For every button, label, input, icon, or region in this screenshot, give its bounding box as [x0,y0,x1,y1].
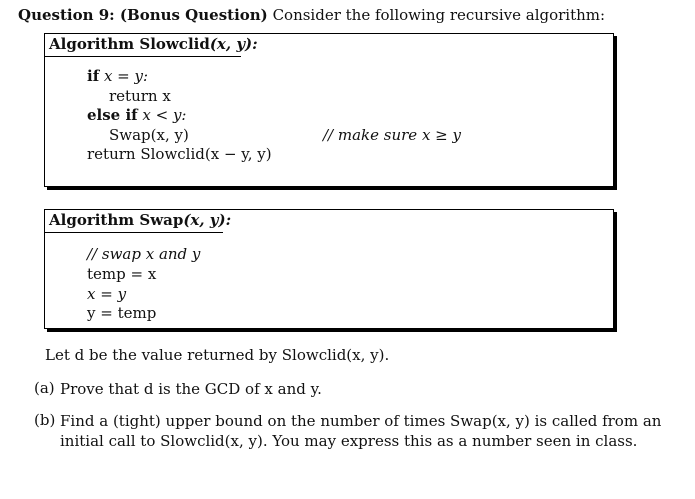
slowclid-line-else-if-rest: x < y: [142,106,187,124]
slowclid-line-return-x [109,87,171,105]
slowclid-line-swap-text: Swap(x, y) [109,126,189,144]
slowclid-line-else-if-kw: else if [87,106,138,124]
slowclid-line-if-rest: x = y: [103,67,149,85]
swap-header [49,211,231,229]
slowclid-header-args: (x, y): [209,35,258,53]
swap-header-args: (x, y): [183,211,232,229]
question-label: Question 9: (Bonus Question) [18,6,268,24]
slowclid-algorithm-box [44,33,614,187]
item-a-label: (a) [34,379,55,397]
swap-line-temp: temp = x [87,265,157,283]
swap-comment: // swap x and y [87,245,201,263]
slowclid-line-if [87,67,148,85]
item-a-text: Prove that d is the GCD of x and y. [60,380,322,398]
intro-paragraph: Let d be the value returned by Slowclid(x, y). [45,346,390,364]
slowclid-line-swap [109,126,189,144]
slowclid-line-else-if [87,106,186,124]
slowclid-comment: // make sure x ≥ y [323,126,461,144]
slowclid-header-label: Algorithm Slowclid [49,35,210,53]
item-b-label: (b) [34,411,56,429]
question-title [18,6,605,24]
question-text: Consider the following recursive algorithm: [272,6,606,24]
slowclid-header [49,35,258,53]
swap-header-rule [45,232,223,233]
slowclid-line-if-kw: if [87,67,100,85]
swap-line-y: y = temp [87,304,157,322]
slowclid-line-return-recursive [87,145,272,163]
slowclid-line-return-recursive-text: return Slowclid(x − y, y) [87,145,272,163]
swap-algorithm-box [44,209,614,329]
slowclid-header-rule [45,56,241,57]
item-b-text: Find a (tight) upper bound on the number of times Swap(x, y) is called from an initial call to Slowclid(x, y). You may express this as a number seen in class. [60,412,662,450]
swap-header-label: Algorithm Swap [49,211,184,229]
swap-line-x: x = y [87,285,127,303]
slowclid-line-return-x-text: return x [109,87,171,105]
